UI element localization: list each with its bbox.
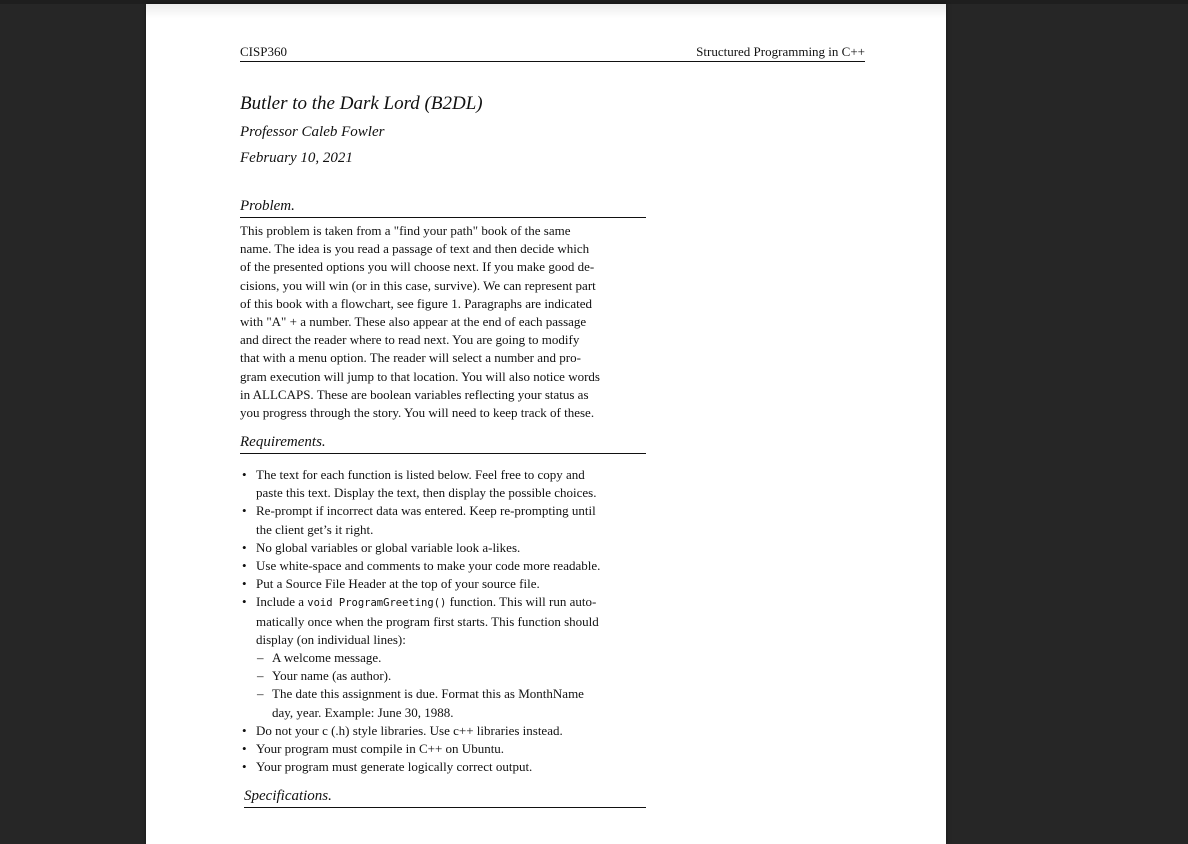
requirement-line: Put a Source File Header at the top of your source file. — [256, 576, 540, 592]
bullet-icon: • — [242, 722, 247, 738]
bullet-icon: • — [242, 539, 247, 555]
requirement-item — [240, 740, 650, 758]
problem-heading — [240, 198, 646, 218]
greeting-sublist — [256, 649, 650, 722]
document-title: Butler to the Dark Lord (B2DL) — [240, 93, 483, 114]
requirement-item — [240, 502, 650, 538]
requirement-line: The text for each function is listed below. Feel free to copy and — [256, 467, 585, 482]
requirement-item-greeting — [240, 593, 650, 721]
course-code: CISP360 — [240, 44, 287, 59]
page-top-shade — [146, 4, 946, 18]
requirement-line: matically once when the program first starts. This function should — [256, 613, 599, 629]
requirement-line: Your program must generate logically correct output. — [256, 759, 533, 775]
paragraph-line: with "A" + a number. These also appear at the end of each passage — [240, 314, 587, 330]
bullet-icon: • — [242, 594, 247, 610]
requirements-heading — [240, 434, 646, 454]
sub-item-line: A welcome message. — [272, 650, 382, 666]
paragraph-line: that with a menu option. The reader will select a number and pro- — [240, 350, 581, 366]
problem-heading-text: Problem. — [240, 198, 295, 214]
sub-item — [256, 649, 650, 667]
requirement-item — [240, 539, 650, 557]
bullet-icon: • — [242, 576, 247, 592]
specifications-heading — [244, 788, 646, 808]
paragraph-line: cisions, you will win (or in this case, survive). We can represent part — [240, 277, 596, 293]
requirement-item — [240, 575, 650, 593]
running-header — [240, 43, 865, 62]
bullet-icon: • — [242, 759, 247, 775]
dash-icon: – — [257, 686, 264, 702]
sub-item-line: The date this assignment is due. Format this as MonthName — [272, 686, 584, 702]
requirement-line: the client get’s it right. — [256, 521, 374, 537]
requirement-item — [240, 758, 650, 776]
paragraph-line: of this book with a flowchart, see figure 1. Paragraphs are indicated — [240, 295, 592, 311]
requirement-line: Your program must compile in C++ on Ubuntu. — [256, 741, 505, 757]
requirements-heading-text: Requirements. — [240, 434, 326, 450]
requirement-line: Use white-space and comments to make your code more readable. — [256, 558, 601, 574]
paragraph-line: and direct the reader where to read next. You are going to modify — [240, 332, 580, 348]
paragraph-line: you progress through the story. You will need to keep track of these. — [240, 405, 595, 421]
requirement-item — [240, 466, 650, 502]
requirements-list — [240, 466, 650, 776]
sub-item — [256, 685, 650, 721]
function-signature-code: void ProgramGreeting() — [307, 597, 447, 610]
requirement-line: paste this text. Display the text, then display the possible choices. — [256, 485, 597, 501]
requirement-line: Do not your c (.h) style libraries. Use c++ libraries instead. — [256, 722, 563, 738]
bullet-icon: • — [242, 741, 247, 757]
course-title: Structured Programming in C++ — [696, 44, 865, 59]
sub-item-line: Your name (as author). — [272, 668, 392, 684]
bullet-icon: • — [242, 467, 247, 482]
specifications-heading-text: Specifications. — [244, 788, 332, 804]
requirement-item — [240, 557, 650, 575]
sub-item — [256, 667, 650, 685]
paragraph-line: gram execution will jump to that location. You will also notice words — [240, 368, 600, 384]
document-author: Professor Caleb Fowler — [240, 124, 385, 140]
document-page — [146, 4, 946, 844]
problem-paragraph — [240, 222, 648, 422]
paragraph-line: in ALLCAPS. These are boolean variables reflecting your status as — [240, 386, 589, 402]
paragraph-line: name. The idea is you read a passage of text and then decide which — [240, 241, 590, 257]
bullet-icon: • — [242, 558, 247, 574]
requirement-line: display (on individual lines): — [256, 631, 406, 647]
document-date: February 10, 2021 — [240, 150, 353, 166]
sub-item-line: day, year. Example: June 30, 1988. — [272, 704, 454, 720]
paragraph-line: This problem is taken from a "find your path" book of the same — [240, 223, 571, 238]
dash-icon: – — [257, 650, 264, 666]
requirement-line: Re-prompt if incorrect data was entered. Keep re-prompting until — [256, 503, 596, 519]
bullet-icon: • — [242, 503, 247, 519]
requirement-line: No global variables or global variable look a-likes. — [256, 539, 521, 555]
requirement-line: Include a void ProgramGreeting() function. This will run auto- — [256, 594, 597, 610]
paragraph-line: of the presented options you will choose next. If you make good de- — [240, 259, 595, 275]
requirement-item — [240, 722, 650, 740]
dash-icon: – — [257, 668, 264, 684]
